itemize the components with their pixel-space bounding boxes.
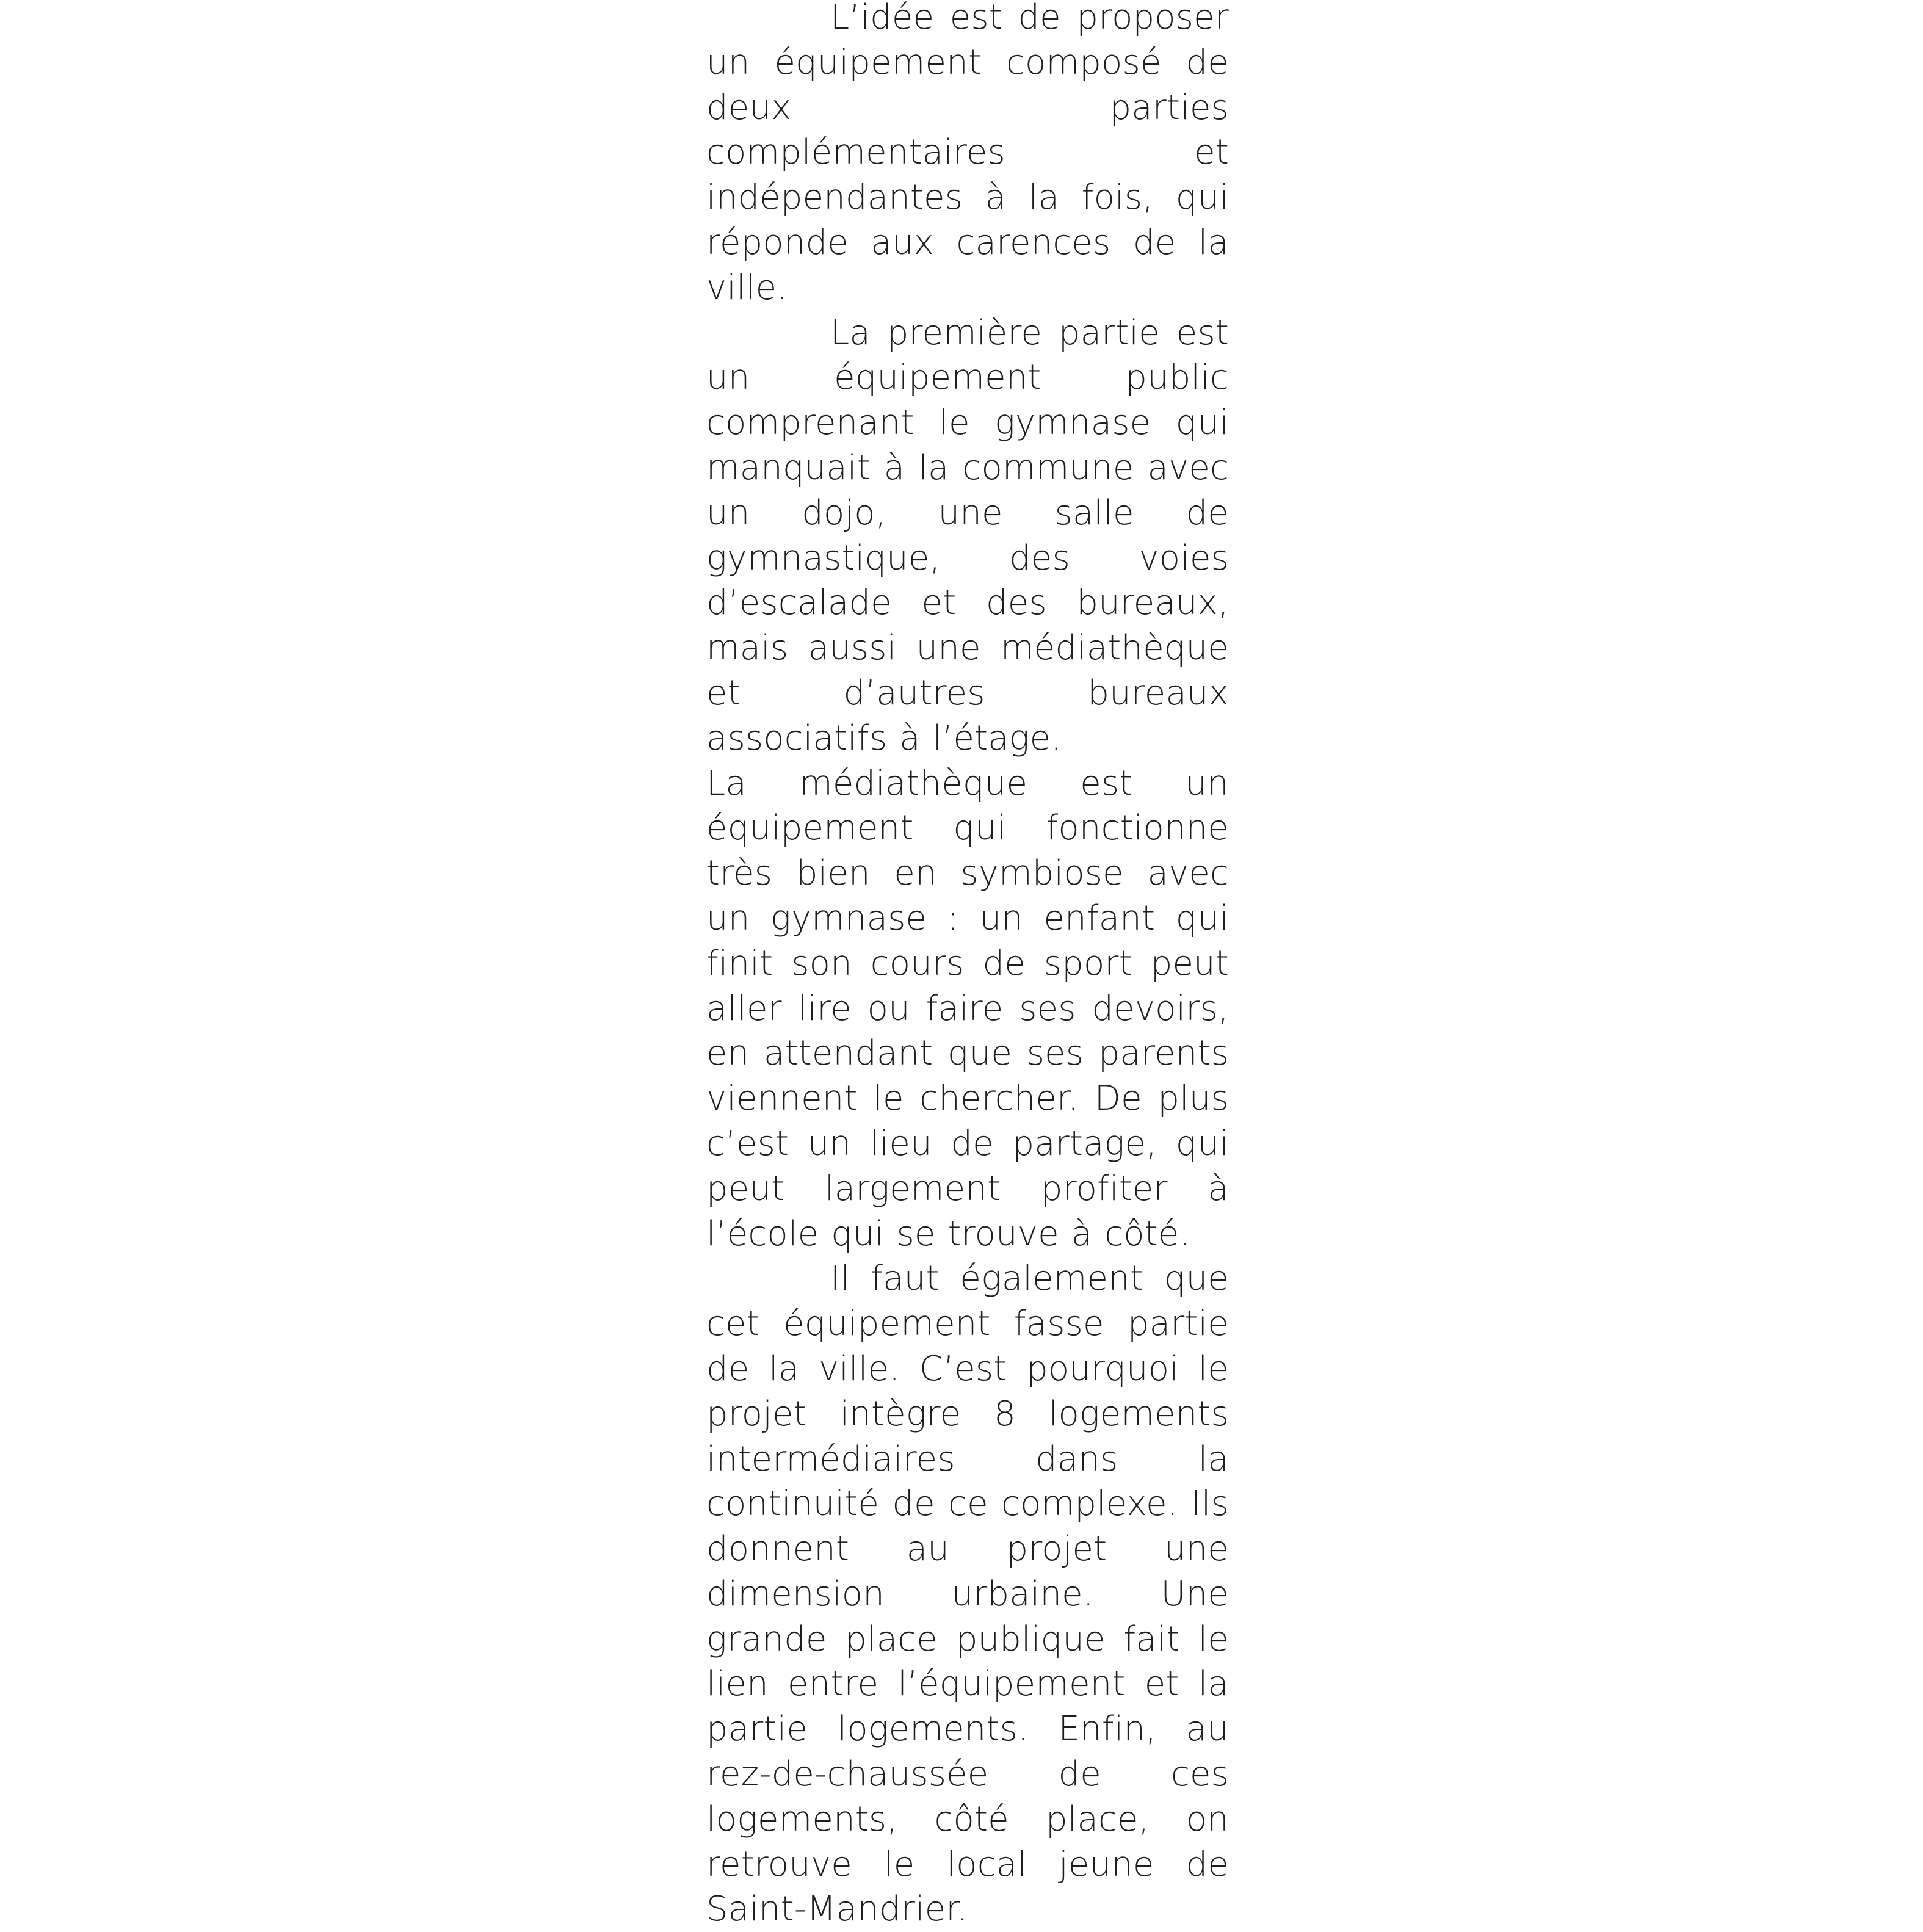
text-column — [706, 0, 1229, 1932]
paragraph-housing: Il faut également que cet équipement fasse partie de la ville. C’est pourquoi le projet intègre 8 logements intermédiaires dans la continuité de ce complexe. Ils donnent au projet une dimension urbaine. Une grande place publique fait le lien entre l’équipement et la partie logements. Enfin, au rez-de-chaussée de ces logements, côté place, on retrouve le local jeune de Saint-Mandrier. — [706, 1259, 1229, 1930]
paragraph-mediatheque: La médiathèque est un équipement qui fonctionne très bien en symbiose avec un gymnase : un enfant qui finit son cours de sport peut aller lire ou faire ses devoirs, en attendant que ses parents viennent le chercher. De plus c’est un lieu de partage, qui peut largement profiter à l’école qui se trouve à côté. — [706, 763, 1229, 1254]
paragraph-first-part: La première partie est un équipement public comprenant le gymnase qui manquait à la commune avec un dojo, une salle de gymnastique, des voies d’escalade et des bureaux, mais aussi une médiathèque et d’autres bureaux associatifs à l’étage. — [706, 313, 1229, 758]
paragraph-intro: L’idée est de proposer un équipement composé de deux parties complémentaires et indépendantes à la fois, qui réponde aux carences de la ville. — [706, 0, 1229, 308]
